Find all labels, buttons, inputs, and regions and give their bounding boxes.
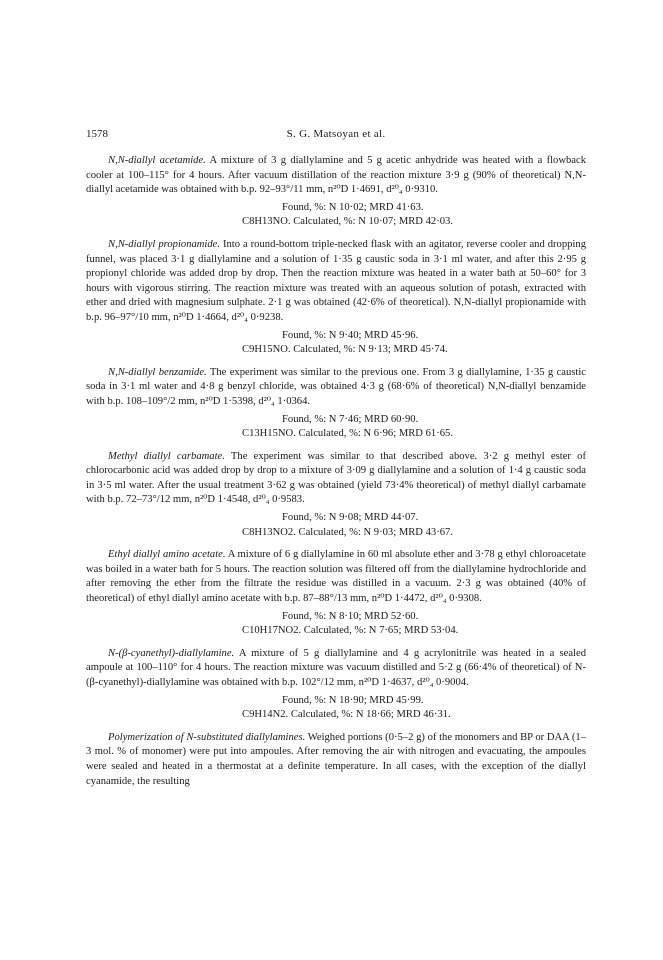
section-title: N,N-diallyl benzamide.	[108, 366, 207, 378]
paragraph-text: The experiment was similar to that described above. 3·2 g methyl ester of chlorocarbonic acid was added drop by drop to a mixture of 3·09 g diallylamine and a solution of 1·4 g caustic soda in 3·5 ml water. After the usual treatment 3·62 g was obtained (yield 73·4% theoretical) of methyl diallyl carbamate with b.p. 72–73°/12 mm, n²⁰D 1·4548, d²⁰₄ 0·9583.	[86, 450, 586, 506]
section-title: Methyl diallyl carbamate.	[108, 450, 225, 462]
calculated-line: C9H14N2. Calculated, %: N 18·66; MRD 46·31.	[242, 709, 451, 721]
found-line: Found, %: N 8·10; MRD 52·60.	[282, 610, 419, 622]
calculated-line: C9H15NO. Calculated, %: N 9·13; MRD 45·74.	[242, 344, 448, 356]
calculated-line: C8H13NO2. Calculated, %: N 9·03; MRD 43·67.	[242, 526, 453, 538]
section-title: N-(β-cyanethyl)-diallylamine.	[108, 647, 235, 659]
running-title: S. G. Matsoyan et al.	[286, 128, 386, 140]
found-line: Found, %: N 9·08; MRD 44·07.	[282, 512, 419, 524]
paragraph-text: Into a round-bottom triple-necked flask with an agitator, reverse cooler and dropping funnel, was placed 3·1 g diallylamine and a solution of 1·35 g caustic soda in 3·1 ml water, and after this 2·95 g propionyl chloride was added drop by drop. Then the reaction mixture was heated in a water bath at 50–60° for 3 hours with vigorous stirring. The reaction mixture was treated with an aqueous solution of potash, extracted with ether and dried with magnesium sulphate. 2·1 g was obtained (42·6% of theoretical). N,N-diallyl propionamide with b.p. 96–97°/10 mm, n²⁰D 1·4664, d²⁰₄ 0·9238.	[86, 238, 586, 323]
paragraph	[86, 647, 586, 691]
section-acetamide	[86, 154, 586, 230]
paragraph-text: A mixture of 5 g diallylamine and 4 g acrylonitrile was heated in a sealed ampoule at 100–110° for 4 hours. The reaction mixture was vacuum distilled and 5·2 g (66·4% of theoretical) of N-(β-cyanethyl)-diallylamine was obtained with b.p. 102°/12 mm, n²⁰D 1·4637, d²⁰₄ 0·9004.	[86, 647, 586, 688]
found-line: Found, %: N 18·90; MRD 45·99.	[282, 694, 424, 706]
paragraph-text: A mixture of 6 g diallylamine in 60 ml absolute ether and 3·78 g ethyl chloroacetate was boiled in a water bath for 5 hours. The reaction solution was filtered off from the diallylamine hydrochloride and after removing the ether from the filtrate the residue was distilled in a vacuum. 2·3 g was obtained (40% of theoretical) of ethyl diallyl amino acetate with b.p. 87–88°/13 mm, n²⁰D 1·4472, d²⁰₄ 0·9308.	[86, 549, 586, 605]
paragraph	[86, 366, 586, 410]
paragraph	[86, 154, 586, 198]
page-number: 1578	[86, 128, 108, 140]
section-amino-acetate	[86, 548, 586, 639]
paragraph	[86, 238, 586, 326]
calculated-line: C13H15NO. Calculated, %: N 6·96; MRD 61·65.	[242, 428, 453, 440]
section-cyanethyl	[86, 647, 586, 723]
section-title: Polymerization of N-substituted diallylamines.	[108, 731, 306, 743]
calculated-line: C10H17NO2. Calculated, %: N 7·65; MRD 53·04.	[242, 625, 459, 637]
section-benzamide	[86, 366, 586, 442]
paragraph	[86, 548, 586, 606]
calculated-line: C8H13NO. Calculated, %: N 10·07; MRD 42·03.	[242, 216, 453, 228]
section-title: N,N-diallyl propionamide.	[108, 238, 221, 250]
page-header	[86, 127, 586, 143]
section-carbamate	[86, 450, 586, 541]
paragraph-text: A mixture of 3 g diallylamine and 5 g acetic anhydride was heated with a flowback cooler at 100–115° for 4 hours. After vacuum distillation of the reaction mixture 3·9 g (90% of theoretical) N,N-diallyl acetamide was obtained with b.p. 92–93°/11 mm, n²⁰D 1·4691, d²⁰₄ 0·9310.	[86, 155, 586, 196]
found-line: Found, %: N 7·46; MRD 60·90.	[282, 413, 419, 425]
section-propionamide	[86, 238, 586, 358]
section-polymerization	[86, 731, 586, 789]
section-title: Ethyl diallyl amino acetate.	[108, 549, 226, 561]
paragraph-text: Weighed portions (0·5–2 g) of the monomers and BP or DAA (1–3 mol. % of monomer) were put into ampoules. After removing the air with nitrogen and evacuating, the ampoules were sealed and heated in a thermostat at a definite temperature. In all cases, with the exception of the diallyl cyanamide, the resulting	[86, 731, 586, 787]
article-body	[86, 154, 586, 789]
found-line: Found, %: N 9·40; MRD 45·96.	[282, 329, 419, 341]
section-title: N,N-diallyl acetamide.	[108, 155, 206, 166]
paragraph-text: The experiment was similar to the previous one. From 3 g diallylamine, 1·35 g caustic soda in 3·1 ml water and 4·8 g benzyl chloride, was obtained 4·3 g (68·6% of theoretical) N,N-diallyl benzamide with b.p. 108–109°/2 mm, n²⁰D 1·5398, d²⁰₄ 1·0364.	[86, 366, 587, 407]
paragraph	[86, 731, 586, 789]
found-line: Found, %: N 10·02; MRD 41·63.	[282, 201, 424, 213]
paragraph	[86, 450, 586, 508]
